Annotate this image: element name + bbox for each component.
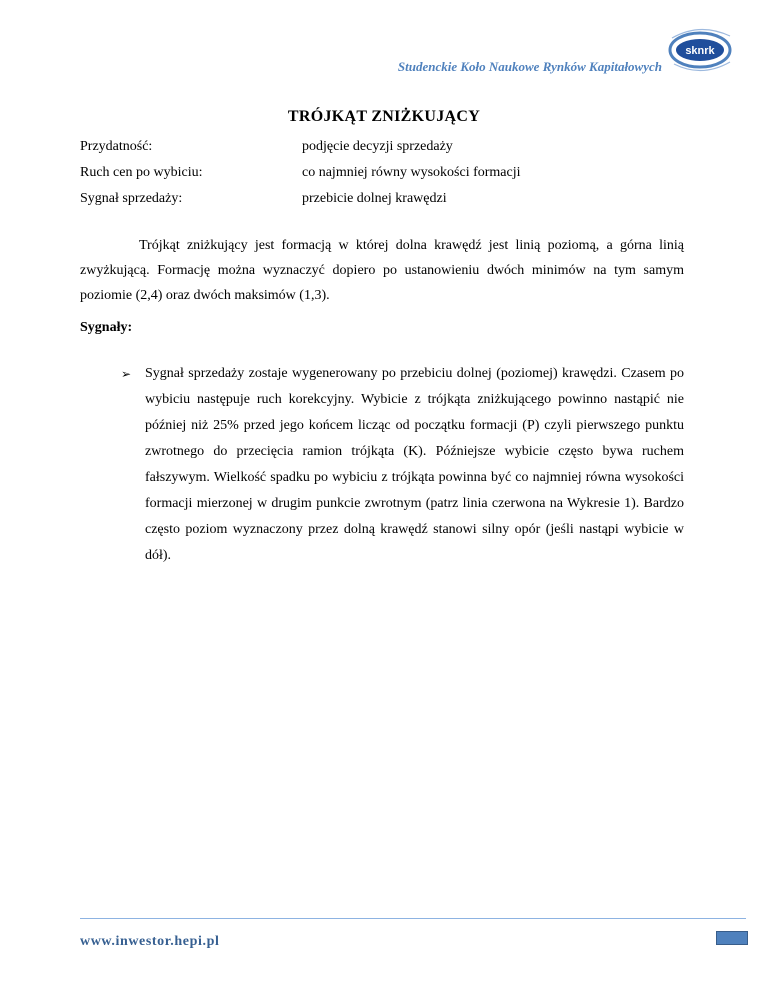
footer-divider <box>80 918 746 919</box>
list-item <box>80 361 684 569</box>
property-row <box>80 165 680 191</box>
page-number-box <box>716 931 748 945</box>
footer-url: www.inwestor.hepi.pl <box>80 934 220 949</box>
signals-list <box>80 361 684 569</box>
page-title: TRÓJKĄT ZNIŻKUJĄCY <box>287 108 481 125</box>
property-row <box>80 191 680 217</box>
arrow-bullet-icon: ➢ <box>121 367 132 381</box>
property-value: przebicie dolnej krawędzi <box>302 191 447 206</box>
header-organization: Studenckie Koło Naukowe Rynków Kapitałowych <box>397 59 662 74</box>
intro-paragraph: Trójkąt zniżkujący jest formacją w której dolna krawędź jest linią poziomą, a górna linią zwyżkującą. Formację można wyznaczyć dopiero po ustanowieniu dwóch minimów na tym samym poziomie (2,4) oraz dwóch maksimów (1,3). <box>80 238 684 303</box>
property-key: Ruch cen po wybiciu: <box>80 165 203 180</box>
property-value: co najmniej równy wysokości formacji <box>302 165 521 180</box>
property-key: Przydatność: <box>80 139 153 154</box>
logo-text: sknrk <box>685 45 715 57</box>
property-value: podjęcie decyzji sprzedaży <box>302 139 453 154</box>
sknrk-logo <box>660 20 738 78</box>
property-row <box>80 139 680 165</box>
bullet-text: Sygnał sprzedaży zostaje wygenerowany po przebiciu dolnej (poziomej) krawędzi. Czasem po wybiciu następuje ruch korekcyjny. Wybicie z trójkąta zniżkującego powinno nastąpić nie później niż 25% przed jego końcem licząc od początku formacji (P) czyli pierwszego punktu zwrotnego do przecięcia ramion trójkąta (K). Późniejsze wybicie często bywa ruchem fałszywym. Wielkość spadku po wybiciu z trójkąta powinna być co najmniej równa wysokości formacji mierzonej w drugim punkcie zwrotnym (patrz linia czerwona na Wykresie 1). Bardzo często poziom wyznaczony przez dolną krawędź stanowi silny opór (jeśli nastąpi wybicie w dół). <box>145 366 684 563</box>
property-key: Sygnał sprzedaży: <box>80 191 183 206</box>
properties-table <box>80 139 680 217</box>
signals-heading: Sygnały: <box>80 320 133 335</box>
